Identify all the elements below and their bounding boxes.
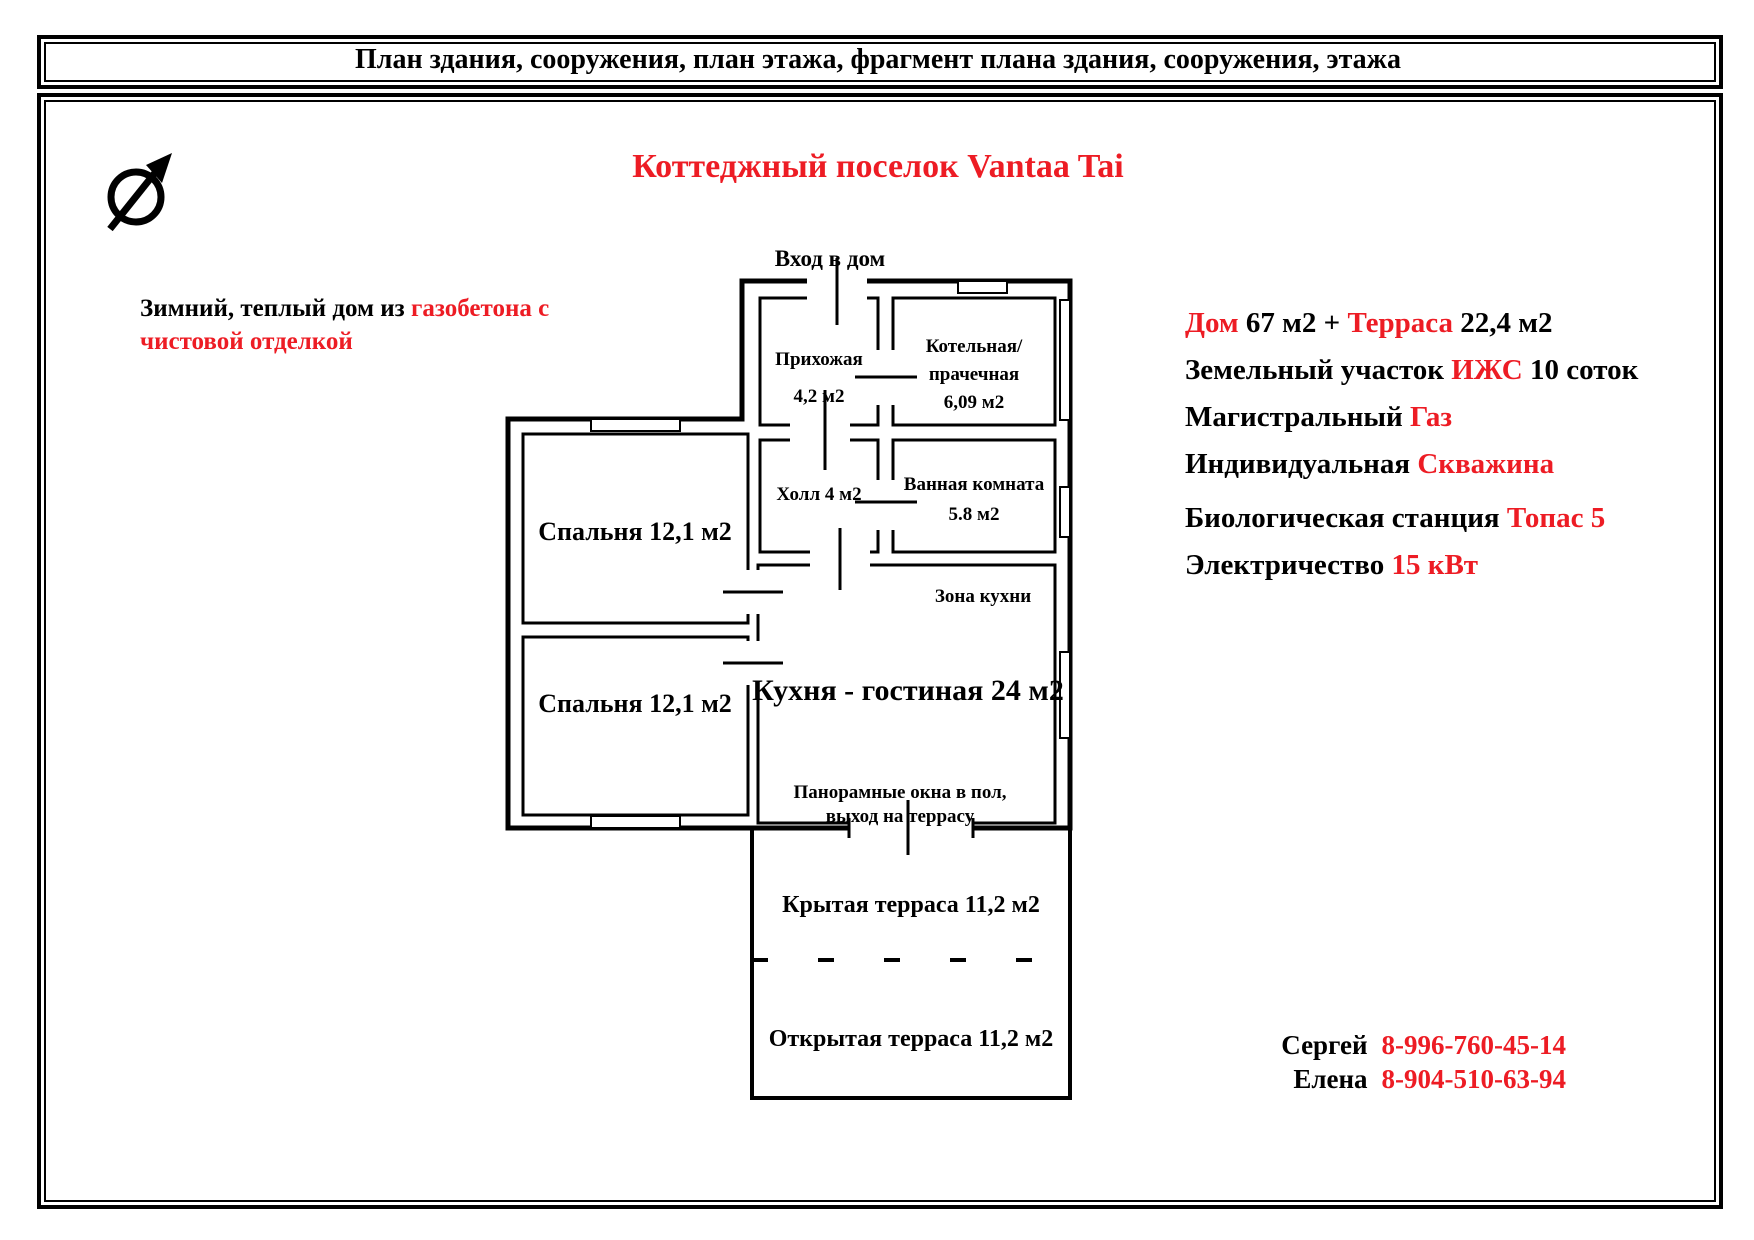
- room-bathroom-label: Ванная комната: [903, 474, 1045, 495]
- detail-house-seg4: 22,4 м2: [1460, 307, 1553, 339]
- contact-line-2: [1000, 1062, 1566, 1096]
- contacts-block: [1000, 1028, 1566, 1096]
- room-bathroom-box: [893, 440, 1055, 552]
- window-boiler-top: [958, 281, 1007, 293]
- room-hallway-label: Прихожая: [775, 349, 863, 370]
- detail-land: [1185, 347, 1638, 394]
- kitchen-living-label: Кухня - гостиная 24 м2: [752, 674, 1064, 707]
- window-right-boiler: [1060, 300, 1070, 420]
- compass-north-arrow-icon: [100, 145, 200, 245]
- contact-line-1: [1000, 1028, 1566, 1062]
- detail-bio-station: [1185, 495, 1638, 542]
- detail-well-seg2: Скважина: [1417, 448, 1555, 480]
- kitchen-zone-label: Зона кухни: [934, 586, 1032, 607]
- room-bedroom1-label: Спальня 12,1 м2: [538, 517, 732, 546]
- panoramic-windows-note-2: выход на террасу: [825, 806, 975, 827]
- note-black-text: Зимний, теплый дом из: [140, 295, 411, 322]
- contact-1-name: Сергей: [1281, 1030, 1368, 1060]
- detail-gas-seg2: Газ: [1410, 401, 1453, 433]
- room-bathroom-area: 5.8 м2: [948, 504, 1000, 525]
- window-bedroom2-bottom: [591, 816, 680, 828]
- room-boiler-label-1: Котельная/: [925, 336, 1023, 357]
- document-header-title: План здания, сооружения, план этажа, фрагмент плана здания, сооружения, этажа: [355, 44, 1401, 75]
- detail-house-seg3: Терраса: [1347, 307, 1461, 339]
- note-red-text: газобетона с чистовой отделкой: [140, 295, 550, 355]
- page-title: Коттеджный поселок Vantaa Tai: [632, 148, 1124, 185]
- property-details: [1185, 300, 1638, 589]
- entrance-label: Вход в дом: [774, 246, 886, 271]
- detail-well: [1185, 441, 1638, 488]
- detail-gas-seg1: Магистральный: [1185, 401, 1411, 433]
- room-boiler-label-2: прачечная: [928, 364, 1020, 385]
- window-right-bathroom: [1060, 487, 1070, 537]
- panoramic-windows-note-1: Панорамные окна в пол,: [793, 782, 1007, 803]
- detail-bio-seg1: Биологическая станция: [1185, 502, 1507, 534]
- open-terrace-label: Открытая терраса 11,2 м2: [768, 1026, 1054, 1052]
- room-bedroom2-label: Спальня 12,1 м2: [538, 689, 732, 718]
- covered-terrace-label: Крытая терраса 11,2 м2: [782, 892, 1040, 918]
- contact-2-phone: 8-904-510-63-94: [1381, 1064, 1566, 1094]
- detail-house-seg2: 67 м2 +: [1245, 307, 1348, 339]
- detail-land-seg3: 10 соток: [1529, 354, 1639, 386]
- detail-electric-seg2: 15 кВт: [1391, 549, 1479, 581]
- detail-electricity: [1185, 542, 1638, 589]
- room-hallway-area: 4,2 м2: [793, 386, 845, 407]
- detail-house-area: [1185, 300, 1638, 347]
- contact-2-name: Елена: [1293, 1064, 1368, 1094]
- detail-house-seg1: Дом: [1185, 307, 1246, 339]
- hall-bathroom-door-opening: [870, 480, 901, 530]
- room-boiler-area: 6,09 м2: [943, 392, 1005, 413]
- detail-gas: [1185, 394, 1638, 441]
- contact-1-phone: 8-996-760-45-14: [1381, 1030, 1566, 1060]
- hallway-hall-door-opening: [790, 417, 850, 448]
- detail-well-seg1: Индивидуальная: [1185, 448, 1418, 480]
- detail-land-seg2: ИЖС: [1451, 354, 1530, 386]
- window-bedroom1-top: [591, 419, 680, 431]
- room-hall-label: Холл 4 м2: [776, 484, 862, 505]
- detail-electric-seg1: Электричество: [1185, 549, 1392, 581]
- floor-plan-drawing: [430, 240, 1130, 1120]
- detail-bio-seg2: Топас 5: [1506, 502, 1606, 534]
- room-bedroom2-box: [523, 637, 748, 815]
- detail-land-seg1: Земельный участок: [1185, 354, 1452, 386]
